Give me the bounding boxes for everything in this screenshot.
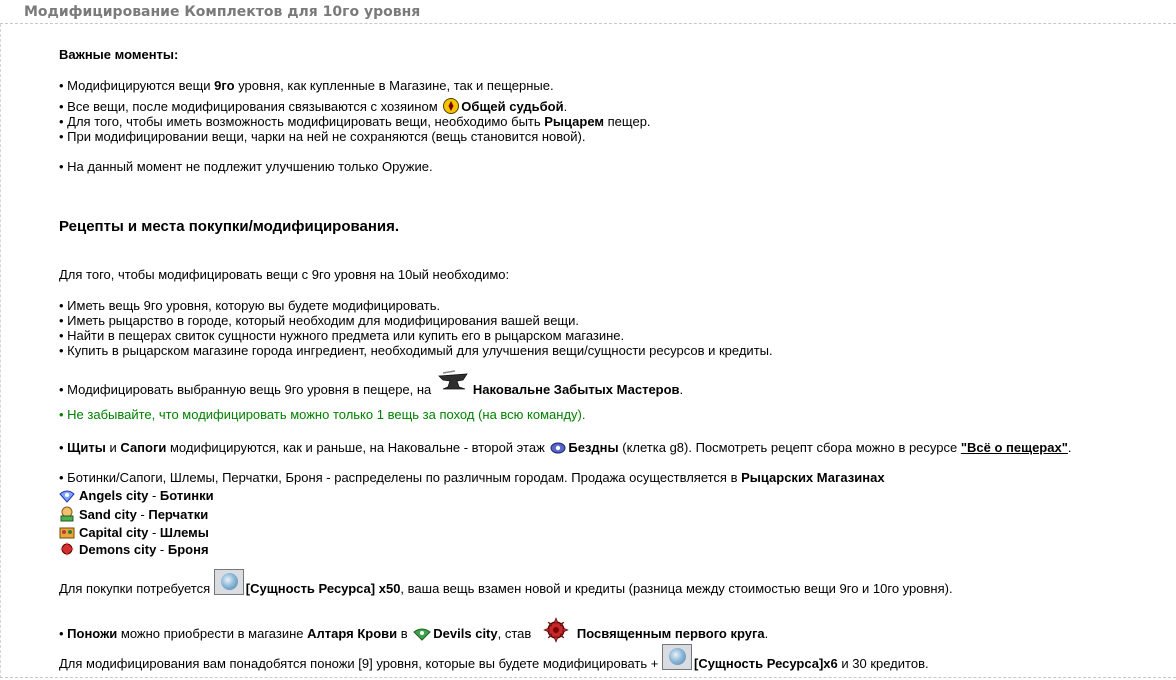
important-item: • При модифицировании вещи, чарки на ней не сохраняются (вещь становится новой).	[59, 129, 586, 144]
recipes-heading: Рецепты и места покупки/модифицирования.	[59, 218, 400, 235]
final-line: Для модифицирования вам понадобятся поножи [9] уровня, которые вы будете модифицировать + [Сущность Ресурса]x6 и 30 кредитов.	[59, 644, 929, 678]
resource-essence-icon	[662, 644, 692, 670]
city-sand: Sand city - Перчатки	[59, 506, 208, 523]
anvil-line: • Модифицировать выбранную вещь 9го уровня в пещере, на Наковальне Забытых Мастеров.	[59, 370, 683, 405]
blood-altar-icon	[543, 617, 569, 643]
all-about-caves-link[interactable]: "Всё о пещерах"	[960, 440, 1068, 455]
anvil-icon	[437, 370, 471, 392]
step-item: • Найти в пещерах свиток сущности нужного предмета или купить его в рыцарском магазине.	[59, 328, 625, 343]
sand-city-icon	[59, 506, 75, 522]
capital-city-icon	[59, 524, 75, 540]
important-heading: Важные моменты:	[59, 47, 179, 62]
page-title: Модифицирование Комплектов для 10го уровня	[0, 0, 1176, 24]
step-item: • Иметь рыцарство в городе, который необходим для модифицирования вашей вещи.	[59, 313, 579, 328]
city-angels: Angels city - Ботинки	[59, 488, 214, 504]
recipes-intro: Для того, чтобы модифицировать вещи с 9го уровня на 10ый необходимо:	[59, 267, 510, 282]
devils-city-icon	[413, 627, 431, 641]
shields-boots-line: • Щиты и Сапоги модифицируются, как и раньше, на Наковальне - второй этаж Бездны (клетка g8). Посмотреть рецепт сбора можно в ресурсе "Всё о пещерах".	[59, 440, 1072, 455]
step-item: • Иметь вещь 9го уровня, которую вы будете модифицировать.	[59, 298, 441, 313]
important-item: • Для того, чтобы иметь возможность модифицировать вещи, необходимо быть Рыцарем пещер.	[59, 114, 651, 129]
distribution-line: • Ботинки/Сапоги, Шлемы, Перчатки, Броня - распределены по различным городам. Продажа осуществляется в Рыцарских Магазинах	[59, 470, 885, 485]
one-item-note: • Не забывайте, что модифицировать можно только 1 вещь за поход (на всю команду).	[59, 407, 586, 422]
angels-city-icon	[59, 489, 75, 503]
purchase-line: Для покупки потребуется [Сущность Ресурса] x50, ваша вещь взамен новой и кредиты (разница между стоимостью вещи 9го и 10го уровня).	[59, 569, 953, 603]
step-item: • Купить в рыцарском магазине города ингредиент, необходимый для улучшения вещи/сущности ресурсов и кредиты.	[59, 343, 773, 358]
resource-essence-icon	[214, 569, 244, 595]
important-item: • На данный момент не подлежит улучшению только Оружие.	[59, 159, 433, 174]
important-item: • Все вещи, после модифицирования связываются с хозяином Общей судьбой.	[59, 99, 568, 114]
leggings-line: • Поножи можно приобрести в магазине Алтаря Крови в Devils city, став Посвященным первого круга.	[59, 617, 768, 643]
city-capital: Capital city - Шлемы	[59, 524, 209, 541]
city-demons: Demons city - Броня	[59, 541, 209, 558]
demons-city-icon	[59, 541, 75, 557]
important-item: • Модифицируются вещи 9го уровня, как купленные в Магазине, так и пещерные.	[59, 78, 554, 93]
left-divider	[0, 24, 1, 678]
common-fate-icon	[443, 98, 459, 114]
abyss-icon	[550, 441, 566, 455]
